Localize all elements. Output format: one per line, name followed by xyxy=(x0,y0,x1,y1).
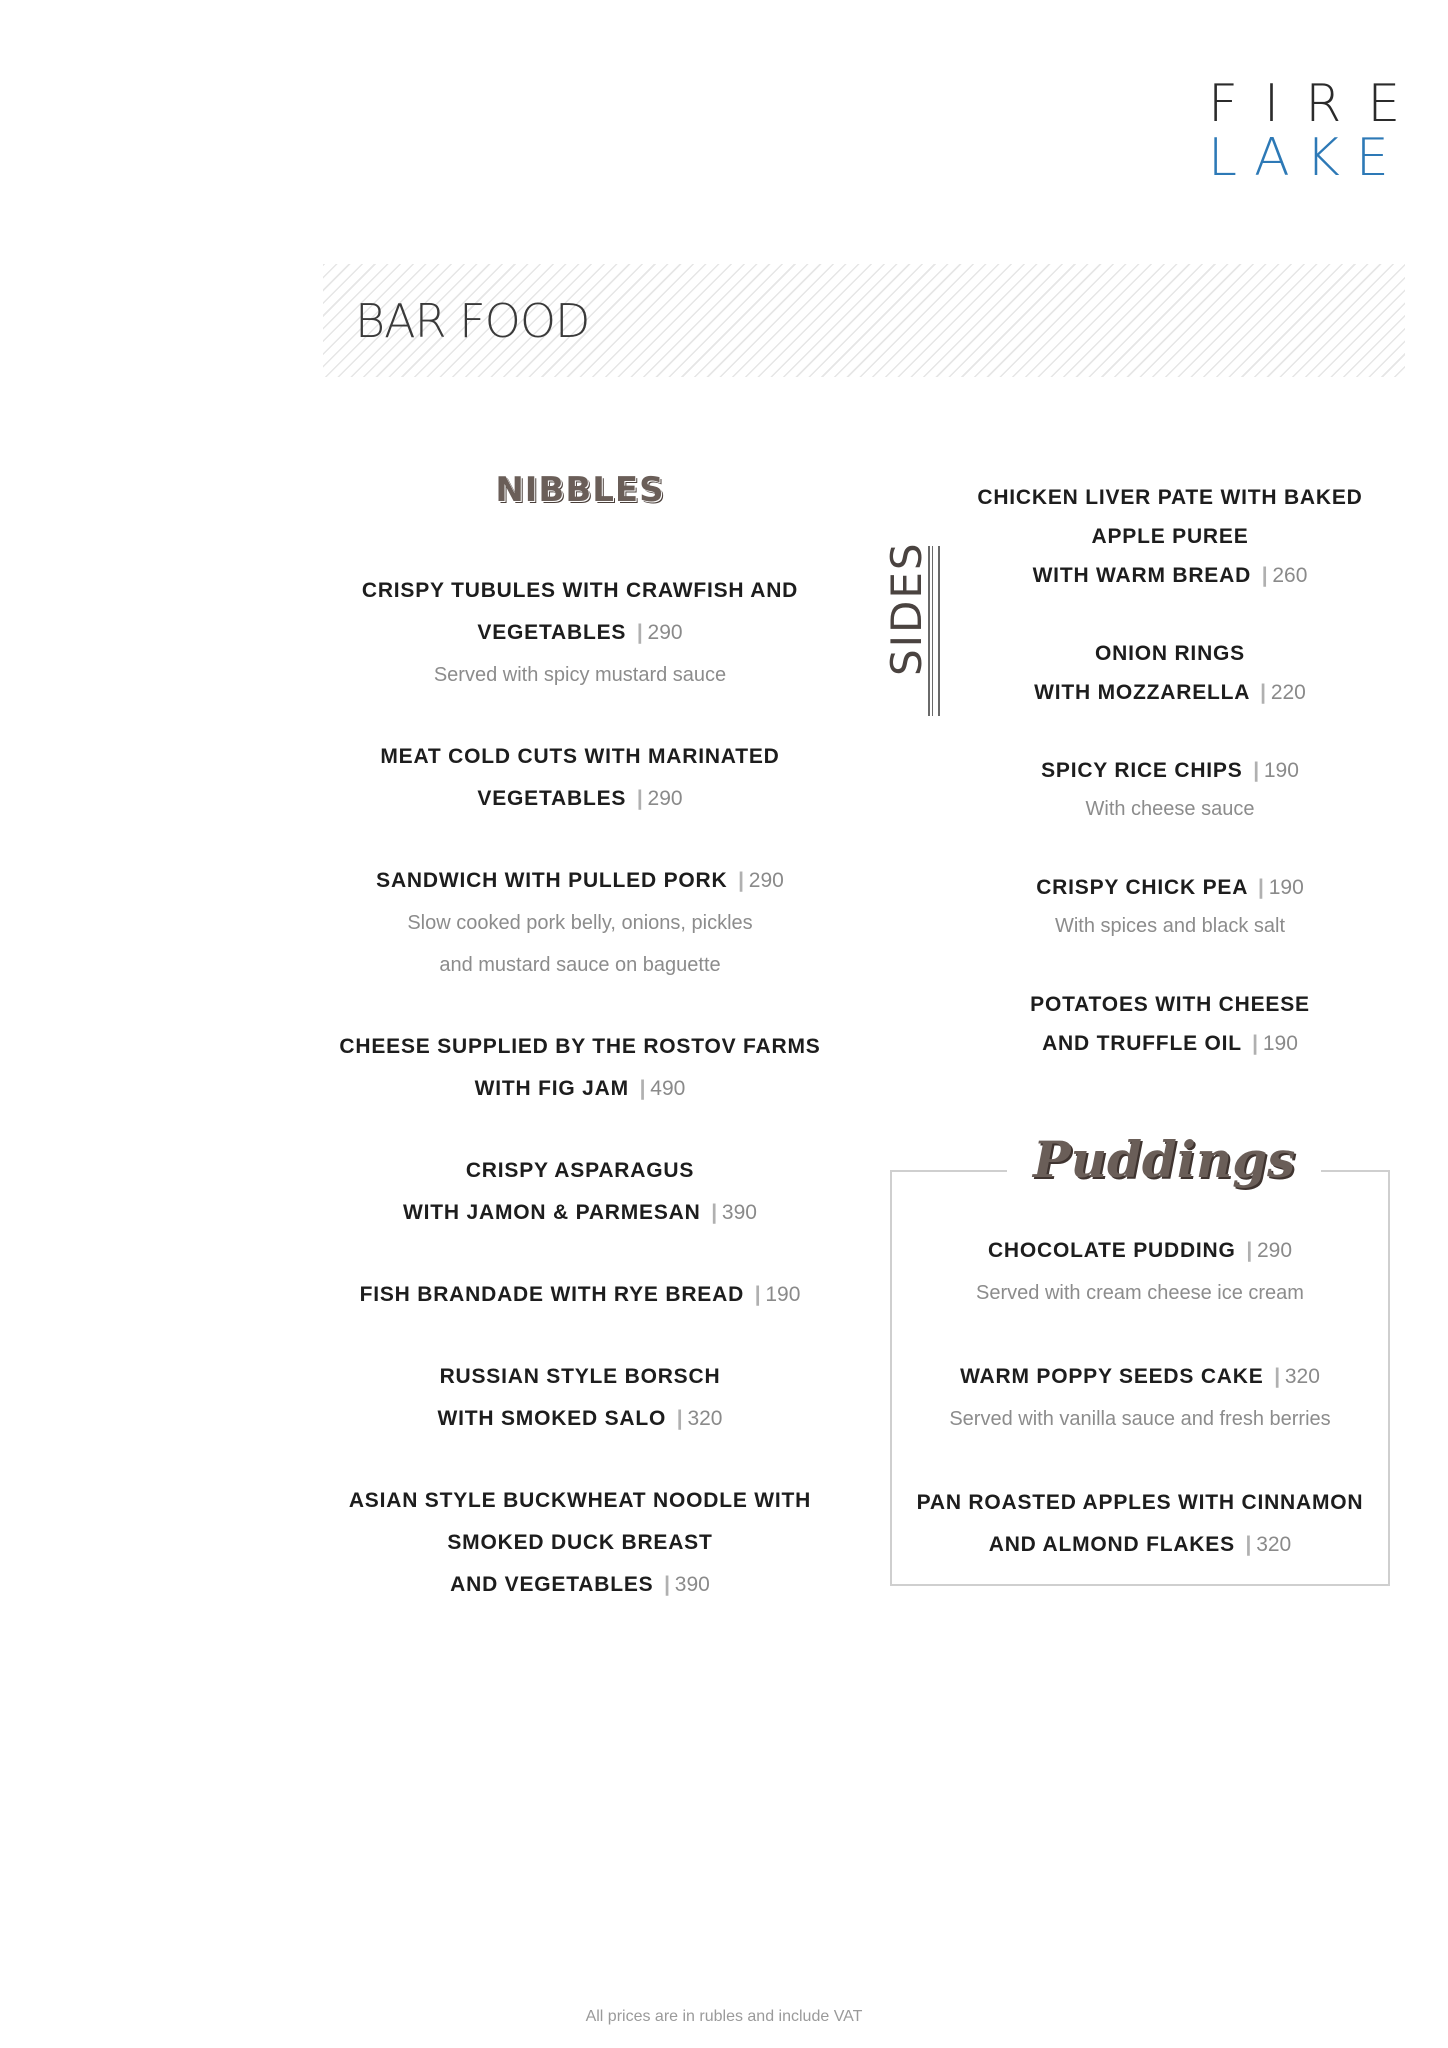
item-name: POTATOES WITH CHEESE xyxy=(1030,993,1310,1016)
item-name-cont: AND ALMOND FLAKES xyxy=(988,1533,1235,1556)
price-separator: | xyxy=(738,869,745,892)
item-name: CRISPY CHICK PEA xyxy=(1036,876,1255,899)
item-name-cont: VEGETABLES xyxy=(477,621,627,644)
item-name: RUSSIAN STYLE BORSCH xyxy=(439,1365,721,1388)
price-separator: | xyxy=(1258,876,1265,899)
item-name-cont: WITH WARM BREAD xyxy=(1032,564,1252,587)
item-name-cont: APPLE PUREE xyxy=(1091,525,1249,548)
item-price: 320 xyxy=(1284,1365,1320,1388)
item-name-line xyxy=(960,673,1380,712)
item-price: 260 xyxy=(1272,564,1308,587)
puddings-heading: Puddings xyxy=(1007,1130,1321,1189)
nibbles-section xyxy=(320,470,840,1646)
item-name: CRISPY ASPARAGUS xyxy=(465,1159,695,1182)
item-price: 320 xyxy=(687,1407,723,1430)
puddings-section xyxy=(890,1130,1390,1586)
menu-item xyxy=(320,570,840,696)
menu-item xyxy=(960,985,1380,1063)
menu-item xyxy=(320,1150,840,1234)
price-separator: | xyxy=(1245,1533,1253,1556)
item-price: 320 xyxy=(1256,1533,1292,1556)
price-separator: | xyxy=(1274,1365,1281,1388)
item-name-line xyxy=(960,1024,1380,1063)
item-price: 220 xyxy=(1270,681,1306,704)
sides-heading: SIDES xyxy=(882,541,931,676)
price-separator: | xyxy=(636,787,644,810)
item-name: FISH BRANDADE WITH RYE BREAD xyxy=(359,1283,745,1306)
item-name: WARM POPPY SEEDS CAKE xyxy=(960,1365,1264,1388)
item-name-line xyxy=(960,751,1380,790)
item-name: ASIAN STYLE BUCKWHEAT NOODLE WITH xyxy=(348,1489,812,1512)
menu-item xyxy=(320,1480,840,1606)
puddings-list xyxy=(892,1230,1388,1608)
item-name-line xyxy=(320,1398,840,1440)
item-name: MEAT COLD CUTS WITH MARINATED xyxy=(380,745,780,768)
item-name-line xyxy=(892,1356,1388,1398)
item-price: 290 xyxy=(647,621,683,644)
sides-section xyxy=(960,478,1380,1102)
menu-item xyxy=(960,751,1380,829)
item-name-line xyxy=(320,612,840,654)
item-description: Slow cooked pork belly, onions, pickles xyxy=(407,912,753,934)
menu-item xyxy=(960,868,1380,946)
item-name-cont: WITH FIG JAM xyxy=(474,1077,629,1100)
menu-item xyxy=(320,1026,840,1110)
price-separator: | xyxy=(1252,1032,1259,1055)
item-name-line xyxy=(320,1564,840,1606)
item-price: 290 xyxy=(748,869,784,892)
menu-item xyxy=(892,1230,1388,1314)
logo-line-lake: LAKE xyxy=(1208,128,1405,188)
item-name-line xyxy=(892,1230,1388,1272)
price-separator: | xyxy=(676,1407,684,1430)
item-name-cont: WITH SMOKED SALO xyxy=(437,1407,667,1430)
item-description-cont: and mustard sauce on baguette xyxy=(439,954,721,976)
item-price: 390 xyxy=(674,1573,710,1596)
item-name-cont: SMOKED DUCK BREAST xyxy=(447,1531,713,1554)
menu-item xyxy=(320,736,840,820)
sides-vertical-label xyxy=(876,466,940,716)
menu-item xyxy=(960,478,1380,595)
item-price: 190 xyxy=(1268,876,1304,899)
item-price: 290 xyxy=(647,787,683,810)
item-name: CHICKEN LIVER PATE WITH BAKED xyxy=(977,486,1363,509)
menu-item xyxy=(892,1356,1388,1440)
brand-logo xyxy=(1208,74,1427,188)
item-name-cont: AND TRUFFLE OIL xyxy=(1042,1032,1242,1055)
item-name: CRISPY TUBULES WITH CRAWFISH AND xyxy=(361,579,799,602)
item-description: Served with vanilla sauce and fresh berries xyxy=(949,1408,1331,1430)
price-separator: | xyxy=(664,1573,671,1596)
item-name-line xyxy=(892,1524,1388,1566)
price-separator: | xyxy=(754,1283,762,1306)
item-description: With spices and black salt xyxy=(1054,915,1286,937)
item-name-line xyxy=(320,860,840,902)
item-name-cont: WITH MOZZARELLA xyxy=(1034,681,1250,704)
title-banner xyxy=(323,264,1405,377)
menu-item xyxy=(960,634,1380,712)
item-price: 490 xyxy=(650,1077,686,1100)
footer-note: All prices are in rubles and include VAT xyxy=(585,2008,863,2025)
menu-item xyxy=(320,1274,840,1316)
menu-item xyxy=(320,1356,840,1440)
item-name-cont: WITH JAMON & PARMESAN xyxy=(403,1201,701,1224)
item-name: CHOCOLATE PUDDING xyxy=(987,1239,1236,1262)
item-price: 190 xyxy=(765,1283,801,1306)
item-price: 190 xyxy=(1263,759,1299,782)
price-separator: | xyxy=(639,1077,647,1100)
item-name-line xyxy=(320,1274,840,1316)
sides-decorative-lines xyxy=(928,546,940,716)
item-name: SPICY RICE CHIPS xyxy=(1041,759,1243,782)
item-name-cont: AND VEGETABLES xyxy=(450,1573,654,1596)
item-name-line xyxy=(320,1068,840,1110)
price-separator: | xyxy=(711,1201,718,1224)
menu-item xyxy=(320,860,840,986)
item-description: Served with cream cheese ice cream xyxy=(976,1282,1304,1304)
price-separator: | xyxy=(1253,759,1260,782)
item-price: 190 xyxy=(1262,1032,1298,1055)
item-name-cont: VEGETABLES xyxy=(477,787,627,810)
item-name-line xyxy=(320,1192,840,1234)
item-price: 390 xyxy=(721,1201,757,1224)
page-title: BAR FOOD xyxy=(355,294,590,348)
item-name-line xyxy=(960,556,1380,595)
item-price: 290 xyxy=(1257,1239,1293,1262)
price-separator: | xyxy=(1261,564,1269,587)
price-separator: | xyxy=(1260,681,1267,704)
price-separator: | xyxy=(1246,1239,1253,1262)
item-name: SANDWICH WITH PULLED PORK xyxy=(376,869,728,892)
logo-line-fire: FIRE xyxy=(1208,74,1427,134)
item-name-line xyxy=(960,868,1380,907)
item-name: PAN ROASTED APPLES WITH CINNAMON xyxy=(916,1491,1364,1514)
item-name: ONION RINGS xyxy=(1095,642,1245,665)
item-name: CHEESE SUPPLIED BY THE ROSTOV FARMS xyxy=(339,1035,821,1058)
menu-item xyxy=(892,1482,1388,1566)
item-description: Served with spicy mustard sauce xyxy=(433,664,727,686)
nibbles-heading: NIBBLES xyxy=(495,470,665,510)
item-name-line xyxy=(320,778,840,820)
item-description: With cheese sauce xyxy=(1085,798,1255,820)
price-separator: | xyxy=(636,621,644,644)
